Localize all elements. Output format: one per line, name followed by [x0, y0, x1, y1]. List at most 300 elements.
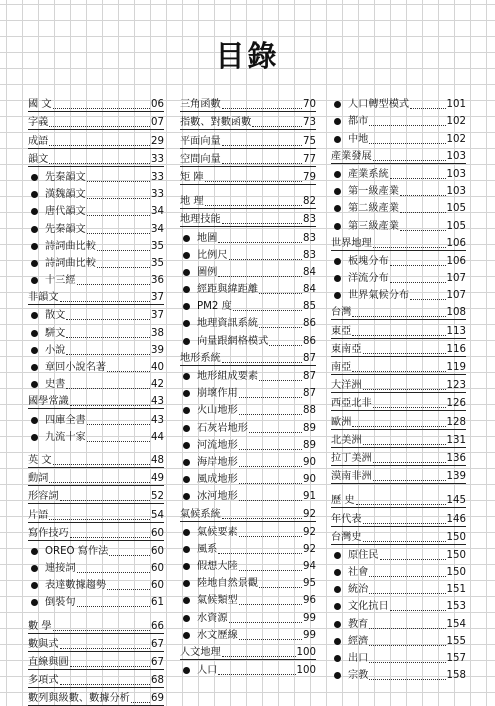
- toc-entry[interactable]: [331, 302, 466, 320]
- toc-subentry[interactable]: [28, 218, 164, 235]
- toc-entry-label: [180, 336, 268, 348]
- dot-leader: [373, 160, 446, 161]
- dot-leader: [369, 679, 445, 680]
- toc-subentry[interactable]: [180, 296, 316, 313]
- page-number: 92: [303, 508, 316, 520]
- page-number: 106: [446, 255, 466, 267]
- toc-entry-text: 統治: [348, 584, 369, 596]
- page-number: 33: [151, 189, 164, 201]
- toc-entry-label: [331, 221, 399, 233]
- bullet-icon: [334, 171, 341, 178]
- dot-leader: [390, 282, 446, 283]
- dot-leader: [66, 319, 150, 320]
- dot-leader: [222, 223, 302, 224]
- dot-leader: [373, 247, 446, 248]
- dot-leader: [369, 143, 445, 144]
- toc-subentry[interactable]: [331, 251, 466, 268]
- page-number: 60: [151, 545, 164, 557]
- bullet-icon: [183, 546, 190, 553]
- toc-subentry[interactable]: [331, 579, 466, 596]
- bullet-icon: [334, 223, 341, 230]
- toc-entry-text: 水資源: [197, 612, 228, 624]
- page-number: 119: [446, 362, 466, 373]
- toc-subentry[interactable]: [28, 409, 164, 426]
- dot-leader: [60, 500, 150, 501]
- toc-entry[interactable]: [180, 112, 316, 130]
- toc-entry-text: PM2 度: [197, 301, 232, 313]
- dot-leader: [369, 593, 445, 594]
- bullet-icon: [183, 615, 190, 622]
- toc-entry[interactable]: [28, 112, 164, 130]
- toc-entry-text: 中地: [348, 133, 369, 145]
- toc-entry-label: [180, 250, 228, 262]
- toc-entry[interactable]: [331, 339, 466, 357]
- bullet-icon: [334, 672, 341, 679]
- dot-leader: [239, 414, 302, 415]
- dot-leader: [87, 441, 150, 442]
- toc-entry[interactable]: [28, 287, 164, 305]
- toc-entry-label: [28, 657, 69, 669]
- page-number: 79: [303, 171, 316, 183]
- toc-subentry[interactable]: [331, 285, 466, 302]
- toc-entry[interactable]: [331, 448, 466, 466]
- toc-entry-text: 先秦韻文: [45, 171, 86, 183]
- page-number: 91: [303, 491, 316, 503]
- dot-leader: [252, 126, 302, 127]
- page-number: 29: [151, 135, 164, 147]
- toc-entry-label: [180, 405, 238, 417]
- toc-entry-text: 地 理: [180, 196, 204, 208]
- bullet-icon: [183, 373, 190, 380]
- bullet-icon: [183, 529, 190, 536]
- toc-entry-label: [28, 275, 76, 287]
- toc-entry-label: [28, 154, 48, 166]
- toc-subentry[interactable]: [180, 383, 316, 400]
- toc-entry-text: 表達數據趨勢: [45, 580, 107, 592]
- toc-entry-label: [28, 362, 106, 374]
- toc-entry[interactable]: [28, 391, 164, 409]
- toc-entry[interactable]: [180, 94, 316, 112]
- toc-subentry[interactable]: [180, 452, 316, 469]
- toc-column-2: [180, 94, 316, 677]
- toc-entry-text: 史書: [45, 379, 66, 391]
- toc-entry[interactable]: [180, 167, 316, 185]
- page-number: 150: [446, 567, 466, 579]
- toc-subentry[interactable]: [28, 558, 164, 575]
- toc-subentry[interactable]: [180, 522, 316, 539]
- toc-entry[interactable]: [180, 209, 316, 227]
- toc-subentry[interactable]: [180, 625, 316, 642]
- toc-entry[interactable]: [28, 486, 164, 504]
- toc-entry[interactable]: [331, 393, 466, 411]
- toc-subentry[interactable]: [180, 539, 316, 556]
- toc-entry-text: 第一級產業: [348, 186, 399, 198]
- dot-leader: [109, 555, 150, 556]
- toc-subentry[interactable]: [28, 340, 164, 357]
- toc-entry-text: 空間向量: [180, 153, 221, 165]
- toc-entry[interactable]: [28, 688, 164, 706]
- toc-entry-text: 人口: [197, 665, 218, 677]
- toc-entry-label: [331, 380, 362, 392]
- bullet-icon: [183, 476, 190, 483]
- toc-entry-text: 產業發展: [331, 150, 372, 162]
- toc-entry-label: [331, 435, 362, 447]
- toc-subentry[interactable]: [331, 215, 466, 232]
- toc-subentry[interactable]: [331, 613, 466, 630]
- toc-entry-text: 地理技能: [180, 214, 221, 226]
- toc-entry[interactable]: [331, 527, 466, 545]
- page-number: 107: [446, 290, 466, 302]
- dot-leader: [239, 536, 302, 537]
- dot-leader: [218, 674, 295, 675]
- dot-leader: [410, 299, 445, 300]
- toc-entry[interactable]: [28, 652, 164, 670]
- toc-subentry[interactable]: [28, 357, 164, 374]
- toc-subentry[interactable]: [180, 245, 316, 262]
- toc-subentry[interactable]: [331, 596, 466, 613]
- toc-subentry[interactable]: [28, 167, 164, 184]
- toc-entry-label: [180, 154, 221, 166]
- toc-subentry[interactable]: [331, 111, 466, 128]
- toc-entry-label: [180, 371, 258, 383]
- dot-leader: [205, 181, 302, 182]
- toc-entry[interactable]: [331, 490, 466, 508]
- page-number: 145: [446, 495, 466, 507]
- dot-leader: [222, 145, 302, 146]
- dot-leader: [222, 108, 302, 109]
- toc-entry[interactable]: [28, 468, 164, 486]
- bullet-icon: [334, 188, 341, 195]
- toc-entry-text: 洋流分布: [348, 273, 389, 285]
- toc-subentry[interactable]: [28, 322, 164, 339]
- dot-leader: [259, 293, 302, 294]
- toc-entry-text: 河流地形: [197, 439, 238, 451]
- page-number: 61: [151, 597, 164, 609]
- toc-entry-label: [180, 214, 221, 226]
- toc-entry-label: [331, 636, 368, 648]
- toc-subentry[interactable]: [28, 201, 164, 218]
- toc-entry-text: 氣候系統: [180, 508, 221, 520]
- toc-entry-text: 漠南非洲: [331, 471, 372, 483]
- toc-entry-label: [331, 238, 372, 250]
- toc-entry-text: 詩詞曲比較: [45, 240, 96, 252]
- page-number: 153: [446, 601, 466, 613]
- bullet-icon: [183, 390, 190, 397]
- toc-subentry[interactable]: [28, 575, 164, 592]
- toc-entry-text: 氣候類型: [197, 595, 238, 607]
- toc-subentry[interactable]: [180, 227, 316, 244]
- bullet-icon: [183, 667, 190, 674]
- toc-entry-label: [331, 169, 389, 181]
- page-number: 136: [446, 452, 466, 464]
- toc-entry-text: 指數、對數函數: [180, 117, 252, 129]
- dot-leader: [66, 337, 150, 338]
- toc-entry-label: [331, 344, 362, 356]
- bullet-icon: [334, 586, 341, 593]
- toc-entry-label: [331, 273, 389, 285]
- toc-subentry[interactable]: [331, 665, 466, 682]
- toc-subentry[interactable]: [28, 427, 164, 444]
- bullet-icon: [183, 338, 190, 345]
- dot-leader: [77, 572, 150, 573]
- bullet-icon: [183, 442, 190, 449]
- page-number: 128: [446, 416, 466, 428]
- toc-entry-text: 動詞: [28, 473, 49, 485]
- toc-subentry[interactable]: [331, 631, 466, 648]
- bullet-icon: [334, 603, 341, 610]
- toc-subentry[interactable]: [28, 236, 164, 253]
- page-number: 158: [446, 670, 466, 682]
- toc-entry-label: [331, 514, 362, 526]
- dot-leader: [410, 108, 445, 109]
- toc-entry[interactable]: [331, 146, 466, 164]
- toc-subentry[interactable]: [28, 592, 164, 609]
- toc-subentry[interactable]: [331, 545, 466, 562]
- page-number: 155: [446, 635, 466, 647]
- bullet-icon: [31, 260, 38, 267]
- toc-entry-text: 三角函數: [180, 99, 221, 111]
- toc-entry[interactable]: [331, 233, 466, 251]
- toc-subentry[interactable]: [180, 660, 316, 677]
- toc-entry[interactable]: [28, 149, 164, 167]
- toc-subentry[interactable]: [180, 556, 316, 573]
- toc-entry[interactable]: [28, 130, 164, 148]
- dot-leader: [49, 126, 150, 127]
- toc-entry-label: [331, 326, 351, 338]
- toc-subentry[interactable]: [180, 435, 316, 452]
- toc-entry[interactable]: [180, 130, 316, 148]
- toc-subentry[interactable]: [331, 268, 466, 285]
- toc-entry[interactable]: [28, 450, 164, 468]
- toc-entry-label: [28, 693, 130, 705]
- toc-subentry[interactable]: [180, 469, 316, 486]
- toc-subentry[interactable]: [28, 541, 164, 558]
- toc-entry-label: [180, 196, 204, 208]
- toc-subentry[interactable]: [28, 374, 164, 391]
- toc-entry-label: [28, 675, 59, 687]
- dot-leader: [239, 570, 302, 571]
- toc-entry-text: 矩 陣: [180, 171, 204, 183]
- toc-subentry[interactable]: [331, 648, 466, 665]
- toc-subentry[interactable]: [28, 184, 164, 201]
- toc-entry-label: [28, 639, 59, 651]
- page-number: 06: [151, 99, 164, 111]
- dot-leader: [229, 622, 302, 623]
- toc-entry-label: [331, 567, 368, 579]
- toc-entry[interactable]: [331, 357, 466, 375]
- bullet-icon: [183, 580, 190, 587]
- page-number: 105: [446, 220, 466, 232]
- page-number: 87: [303, 388, 316, 400]
- dot-leader: [239, 500, 302, 501]
- toc-entry[interactable]: [331, 508, 466, 526]
- dot-leader: [87, 181, 150, 182]
- page-number: 33: [151, 153, 164, 165]
- page-number: 139: [446, 471, 466, 483]
- toc-subentry[interactable]: [28, 305, 164, 322]
- page-number: 83: [303, 232, 316, 244]
- dot-leader: [259, 380, 302, 381]
- dot-leader: [87, 215, 150, 216]
- toc-subentry[interactable]: [331, 94, 466, 111]
- toc-subentry[interactable]: [331, 181, 466, 198]
- toc-entry-label: [28, 621, 52, 633]
- toc-subentry[interactable]: [180, 400, 316, 417]
- toc-entry[interactable]: [331, 320, 466, 338]
- toc-entry[interactable]: [28, 634, 164, 652]
- dot-leader: [222, 656, 296, 657]
- page-number: 105: [446, 203, 466, 215]
- toc-entry-label: [28, 415, 86, 427]
- toc-entry-label: [180, 440, 238, 452]
- toc-subentry[interactable]: [180, 330, 316, 347]
- toc-entry-text: 四庫全書: [45, 414, 86, 426]
- toc-entry-label: [180, 630, 238, 642]
- toc-entry[interactable]: [331, 430, 466, 448]
- dot-leader: [239, 483, 302, 484]
- page-number: 73: [303, 117, 316, 129]
- toc-entry[interactable]: [331, 375, 466, 393]
- dot-leader: [400, 212, 446, 213]
- dot-leader: [49, 145, 150, 146]
- toc-entry[interactable]: [180, 503, 316, 521]
- toc-entry-text: 直線與圓: [28, 657, 69, 668]
- page-number: 07: [151, 117, 164, 129]
- page-number: 100: [296, 647, 316, 658]
- toc-subentry[interactable]: [28, 253, 164, 270]
- dot-leader: [259, 327, 302, 328]
- bullet-icon: [31, 599, 38, 606]
- toc-entry-text: 國學常識: [28, 396, 69, 408]
- toc-entry-text: 海岸地形: [197, 456, 238, 468]
- toc-entry-label: [180, 474, 238, 486]
- page-number: 151: [446, 584, 466, 596]
- toc-subentry[interactable]: [28, 270, 164, 287]
- page-number: 38: [151, 327, 164, 339]
- toc-subentry[interactable]: [331, 164, 466, 181]
- toc-entry[interactable]: [180, 149, 316, 167]
- dot-leader: [229, 259, 302, 260]
- toc-entry-label: [28, 241, 96, 253]
- toc-subentry[interactable]: [180, 486, 316, 503]
- page-number: 154: [446, 618, 466, 630]
- toc-entry-text: 先秦韻文: [45, 223, 86, 235]
- dot-leader: [53, 108, 150, 109]
- toc-entry-text: 經濟: [348, 635, 369, 647]
- page-number: 157: [446, 653, 466, 664]
- toc-entry-label: [28, 510, 48, 522]
- toc-entry-label: [180, 544, 217, 556]
- toc-entry-text: 章回小說名著: [45, 362, 107, 373]
- toc-entry[interactable]: [331, 466, 466, 484]
- toc-entry-text: 假想大陸: [197, 561, 238, 573]
- toc-entry[interactable]: [180, 642, 316, 660]
- bullet-icon: [183, 407, 190, 414]
- toc-subentry[interactable]: [331, 128, 466, 145]
- dot-leader: [369, 125, 445, 126]
- toc-entry-label: [180, 595, 238, 607]
- toc-entry[interactable]: [28, 94, 164, 112]
- page-number: 116: [446, 343, 466, 355]
- bullet-icon: [31, 191, 38, 198]
- toc-subentry[interactable]: [180, 313, 316, 330]
- dot-leader: [87, 233, 150, 234]
- toc-entry[interactable]: [180, 348, 316, 366]
- toc-entry-label: [180, 99, 221, 111]
- page-number: 34: [151, 223, 164, 235]
- bullet-icon: [183, 493, 190, 500]
- toc-entry-label: [28, 224, 86, 236]
- toc-entry-label: [28, 292, 59, 304]
- toc-entry-text: 比例尺: [197, 249, 228, 261]
- toc-entry-label: [180, 318, 258, 330]
- toc-entry[interactable]: [331, 411, 466, 429]
- toc-entry-label: [28, 172, 86, 184]
- dot-leader: [107, 589, 150, 590]
- toc-entry-label: [331, 307, 351, 319]
- toc-subentry[interactable]: [331, 562, 466, 579]
- bullet-icon: [183, 632, 190, 639]
- toc-entry[interactable]: [180, 191, 316, 209]
- toc-subentry[interactable]: [180, 590, 316, 607]
- toc-entry-label: [331, 398, 372, 410]
- toc-entry-text: 韻文: [28, 153, 49, 165]
- toc-subentry[interactable]: [180, 279, 316, 296]
- toc-entry-text: 人口轉型模式: [348, 99, 410, 111]
- bullet-icon: [31, 582, 38, 589]
- toc-entry-label: [28, 491, 59, 503]
- toc-entry-label: [331, 362, 351, 374]
- dot-leader: [390, 178, 446, 179]
- bullet-icon: [31, 330, 38, 337]
- toc-entry[interactable]: [28, 615, 164, 633]
- toc-subentry[interactable]: [331, 198, 466, 215]
- dot-leader: [107, 371, 150, 372]
- toc-entry-text: 多項式: [28, 675, 59, 687]
- page-number: 83: [303, 249, 316, 261]
- page-number: 43: [151, 414, 164, 426]
- bullet-icon: [31, 434, 38, 441]
- toc-entry-label: [28, 455, 52, 467]
- toc-entry[interactable]: [28, 504, 164, 522]
- toc-entry[interactable]: [28, 523, 164, 541]
- dot-leader: [400, 195, 446, 196]
- toc-entry-label: [180, 561, 238, 573]
- dot-leader: [369, 576, 445, 577]
- dot-leader: [369, 628, 445, 629]
- toc-entry-text: 第三級產業: [348, 220, 399, 232]
- toc-entry-label: [331, 453, 372, 465]
- toc-subentry[interactable]: [180, 262, 316, 279]
- toc-subentry[interactable]: [180, 607, 316, 624]
- toc-entry-label: [331, 670, 368, 682]
- toc-entry-label: [180, 613, 228, 625]
- page-number: 92: [303, 543, 316, 555]
- page-number: 67: [151, 657, 164, 668]
- toc-subentry[interactable]: [180, 366, 316, 383]
- toc-entry[interactable]: [28, 670, 164, 688]
- toc-entry-text: 連接詞: [45, 563, 76, 575]
- toc-entry-text: 水文歷線: [197, 629, 238, 641]
- dot-leader: [77, 284, 150, 285]
- dot-leader: [363, 523, 446, 524]
- page-title: 目錄: [215, 39, 280, 73]
- toc-subentry[interactable]: [180, 573, 316, 590]
- bullet-icon: [183, 597, 190, 604]
- page-number: 35: [151, 257, 164, 269]
- page-number: 99: [303, 612, 316, 624]
- toc-subentry[interactable]: [180, 417, 316, 434]
